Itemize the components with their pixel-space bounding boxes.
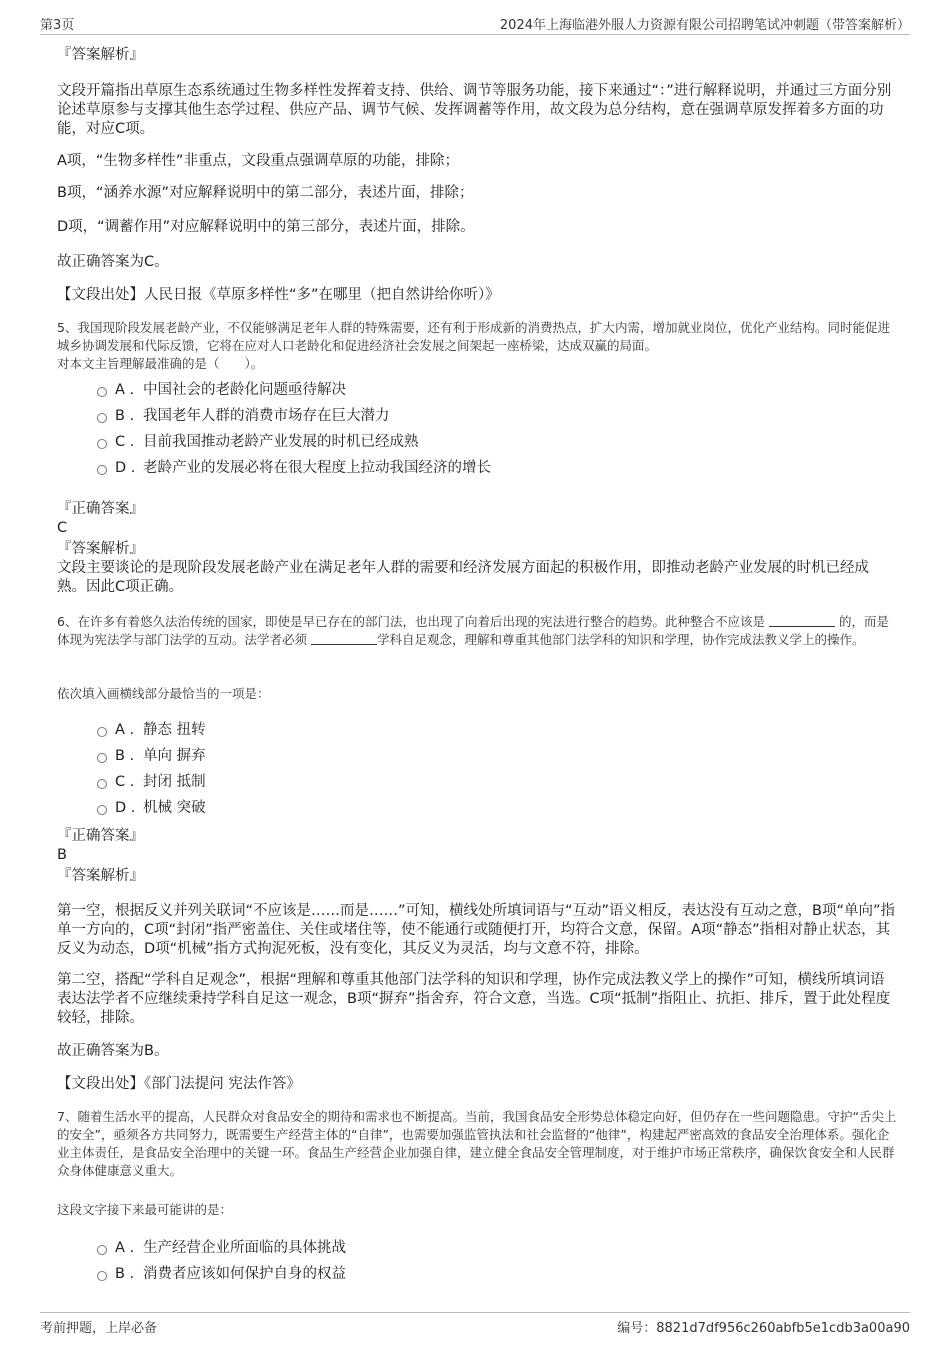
option-label: D . [115,460,136,476]
option-text: 静态 扭转 [143,722,206,738]
q5-option-b[interactable] [97,407,390,426]
option-label: C . [115,434,135,450]
q5-option-a[interactable] [97,381,346,400]
q6-text-part-3: 学科自足观念，理解和尊重其他部门法学科的知识和学理，协作完成法教义学上的操作。 [377,632,865,647]
q6-answer-label: 『正确答案』 [57,828,144,844]
q5-analysis: 文段主要谈论的是现阶段发展老龄产业在满足老年人群的需要和经济发展方面起的积极作用，即推动老龄产业发展的时机已经成熟。因此C项正确。 [57,560,869,595]
option-text: 生产经营企业所面临的具体挑战 [143,1240,346,1256]
option-text: 单向 摒弃 [143,748,206,764]
q4-conclusion: 故正确答案为C。 [57,254,169,270]
q6-conclusion: 故正确答案为B。 [57,1043,169,1059]
radio-icon[interactable] [97,779,107,789]
option-text: 目前我国推动老龄产业发展的时机已经成熟 [143,434,419,450]
q6-analysis-label: 『答案解析』 [57,868,144,884]
radio-icon[interactable] [97,413,107,423]
q7-prompt: 这段文字接下来最可能讲的是： [57,1202,233,1217]
q5-option-d[interactable] [97,459,491,478]
q4-analysis-option-d: D项，“调蓄作用”对应解释说明中的第三部分，表述片面，排除。 [57,219,475,235]
option-text: 封闭 抵制 [143,774,206,790]
q6-text-part-2: 的，而是体现为宪法学与部门法学的互动。法学者必须 [57,614,889,647]
page-footer [40,1312,910,1335]
q4-analysis-option-b: B项，“涵养水源”对应解释说明中的第二部分，表述片面，排除； [57,185,474,201]
q7-question-text: 7、随着生活水平的提高，人民群众对食品安全的期待和需求也不断提高。当前，我国食品安全形势总体稳定向好，但仍存在一些问题隐患。守护“舌尖上的安全”，亟须各方共同努力，既需要生产经营主体的“自律”，也需要加强监管执法和社会监督的“他律”，构建起严密高效的食品安全治理体系。强化企业主体责任，是食品安全治理中的关键一环。食品生产经营企业加强自律，建立健全食品安全管理制度，对于维护市场正常秩序，确保饮食安全和人民群众身体健康意义重大。 [57,1109,897,1178]
radio-icon[interactable] [97,753,107,763]
option-label: D . [115,800,136,816]
q6-prompt: 依次填入画横线部分最恰当的一项是： [57,686,270,701]
option-text: 我国老年人群的消费市场存在巨大潜力 [143,408,390,424]
option-label: B . [115,408,135,424]
document-title: 2024年上海临港外服人力资源有限公司招聘笔试冲刺题（带答案解析） [499,18,910,33]
q6-question-text [57,613,897,649]
document-id: 编号：8821d7df956c260abfb5e1cdb3a00a90 [617,1321,910,1336]
q6-option-a[interactable] [97,721,206,740]
q4-source: 【文段出处】人民日报《草原多样性“多”在哪里（把自然讲给你听）》 [57,287,500,303]
radio-icon[interactable] [97,465,107,475]
q4-analysis-option-a: A项，“生物多样性”非重点，文段重点强调草原的功能，排除； [57,153,459,169]
q5-option-c[interactable] [97,433,419,452]
option-text: 中国社会的老龄化问题亟待解决 [143,382,346,398]
q4-analysis-paragraph: 文段开篇指出草原生态系统通过生物多样性发挥着支持、供给、调节等服务功能，接下来通过“：”进行解释说明，并通过三方面分别论述草原参与支撑其他生态学过程、供应产品、调节气候、发挥调蓄等作用，故文段为总分结构，意在强调草原发挥着多方面的功能，对应C项。 [57,83,892,137]
option-label: C . [115,774,135,790]
q5-question-text: 5、我国现阶段发展老龄产业，不仅能够满足老年人群的特殊需要，还有利于形成新的消费热点，扩大内需，增加就业岗位，优化产业结构。同时能促进城乡协调发展和代际反馈，它将在应对人口老龄化和促进经济社会发展之间架起一座桥梁，达成双赢的局面。 [57,320,890,353]
q6-option-d[interactable] [97,799,206,818]
q5-analysis-label: 『答案解析』 [57,541,144,557]
fill-blank-2 [311,633,377,645]
q5-prompt: 对本文主旨理解最准确的是（ ）。 [57,356,264,371]
radio-icon[interactable] [97,1245,107,1255]
option-label: A . [115,722,135,738]
page-number: 第3页 [40,18,75,33]
radio-icon[interactable] [97,1271,107,1281]
q5-answer: C [57,520,68,536]
q6-text-part-1: 6、在许多有着悠久法治传统的国家，即使是早已存在的部门法，也出现了向着后出现的宪法进行整合的趋势。此种整合不应该是 [57,614,765,629]
q6-option-c[interactable] [97,773,206,792]
option-text: 老龄产业的发展必将在很大程度上拉动我国经济的增长 [143,460,491,476]
q7-option-b[interactable] [97,1265,346,1284]
q6-answer: B [57,847,67,863]
fill-blank-1 [769,615,835,627]
radio-icon[interactable] [97,439,107,449]
q6-source: 【文段出处】《部门法提问 宪法作答》 [57,1076,301,1092]
radio-icon[interactable] [97,805,107,815]
q6-option-b[interactable] [97,747,206,766]
q6-analysis-paragraph-2: 第二空，搭配“学科自足观念”，根据“理解和尊重其他部门法学科的知识和学理，协作完成法教义学上的操作”可知，横线所填词语表达法学者不应继续秉持学科自足这一观念，B项“摒弃”指舍弃，符合文意，当选。C项“抵制”指阻止、抗拒、排斥，置于此处程度较轻，排除。 [57,972,891,1026]
option-label: A . [115,1240,135,1256]
option-label: B . [115,1266,135,1282]
option-label: A . [115,382,135,398]
q7-option-a[interactable] [97,1239,346,1258]
option-text: 机械 突破 [143,800,206,816]
footer-slogan: 考前押题，上岸必备 [40,1321,158,1336]
radio-icon[interactable] [97,727,107,737]
option-label: B . [115,748,135,764]
radio-icon[interactable] [97,387,107,397]
page-header [40,12,910,35]
q5-answer-label: 『正确答案』 [57,501,144,517]
q4-analysis-label: 『答案解析』 [57,47,144,63]
q6-analysis-paragraph-1: 第一空，根据反义并列关联词“不应该是……而是……”可知，横线处所填词语与“互动”语义相反，表达没有互动之意，B项“单向”指单一方向的，C项“封闭”指严密盖住、关住或堵住等，使不能通行或随便打开，均符合文意，保留。A项“静态”指相对静止状态，其反义为动态，D项“机械”指方式拘泥死板，没有变化，其反义为灵活，均与文意不符，排除。 [57,903,896,957]
option-text: 消费者应该如何保护自身的权益 [143,1266,346,1282]
